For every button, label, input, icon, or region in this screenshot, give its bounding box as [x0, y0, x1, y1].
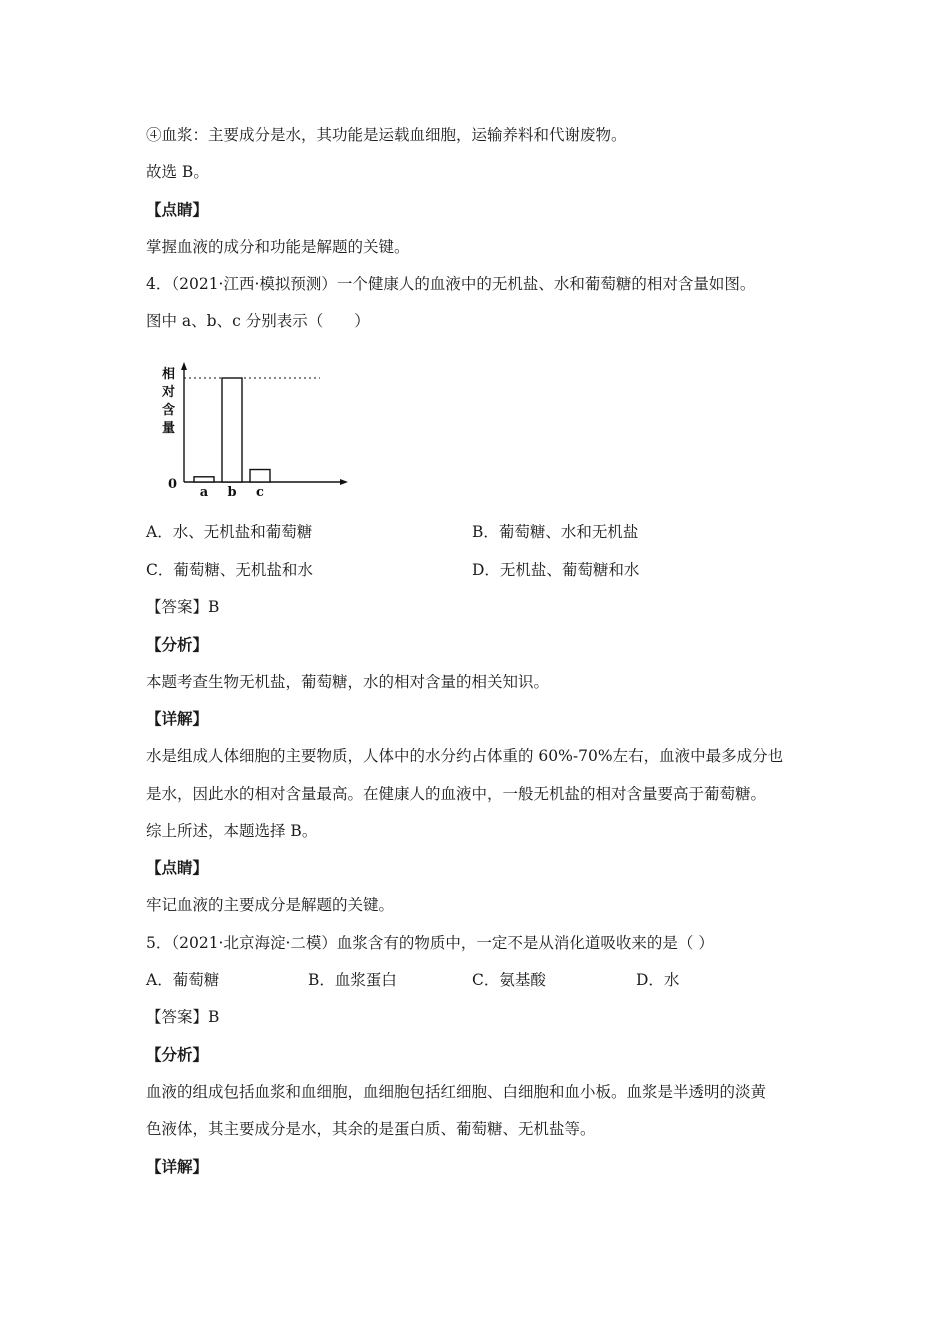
bar-c	[250, 470, 270, 482]
y-axis-label-char: 含	[162, 403, 176, 418]
q4-option-b[interactable]: B．葡萄糖、水和无机盐	[472, 523, 639, 541]
origin-label: 0	[168, 477, 178, 492]
bar-a	[194, 477, 214, 482]
text-line: 故选 B。	[146, 163, 209, 181]
section-heading: 【点睛】	[146, 200, 209, 219]
y-axis-arrow	[181, 362, 187, 370]
text-line: 血液的组成包括血浆和血细胞，血细胞包括红细胞、白细胞和血小板。血浆是半透明的淡黄	[146, 1083, 767, 1101]
text-line: 是水，因此水的相对含量最高。在健康人的血液中，一般无机盐的相对含量要高于葡萄糖。	[146, 785, 767, 803]
q5-option-d[interactable]: D．水	[636, 971, 680, 989]
section-heading: 【分析】	[146, 635, 209, 654]
y-axis-label-char: 量	[162, 421, 176, 436]
x-tick-label: c	[256, 485, 264, 500]
answer-line: 【答案】B	[146, 598, 220, 616]
section-heading: 【分析】	[146, 1045, 209, 1064]
y-axis-label-char: 对	[162, 385, 176, 400]
x-tick-label: a	[199, 485, 209, 500]
text-line: 色液体，其主要成分是水，其余的是蛋白质、葡萄糖、无机盐等。	[146, 1120, 596, 1138]
text-line: 水是组成人体细胞的主要物质，人体中的水分约占体重的 60%-70%左右，血液中最多成分也	[146, 747, 784, 765]
q5-option-b[interactable]: B．血浆蛋白	[308, 971, 397, 989]
section-heading: 【详解】	[146, 1157, 209, 1176]
q4-option-a[interactable]: A．水、无机盐和葡萄糖	[146, 523, 313, 541]
section-heading: 【详解】	[146, 709, 209, 728]
q4-option-c[interactable]: C．葡萄糖、无机盐和水	[146, 561, 313, 579]
x-tick-label: b	[227, 485, 237, 500]
answer-line: 【答案】B	[146, 1008, 220, 1026]
text-line: 本题考查生物无机盐，葡萄糖，水的相对含量的相关知识。	[146, 673, 550, 691]
question-stem: 5．（2021·北京海淀·二模）血浆含有的物质中，一定不是从消化道吸收来的是（ ）	[146, 934, 714, 952]
x-axis-arrow	[340, 479, 348, 485]
text-line: 掌握血液的成分和功能是解题的关键。	[146, 238, 410, 256]
q5-option-c[interactable]: C．氨基酸	[472, 971, 546, 989]
relative-content-chart	[160, 360, 350, 500]
q4-option-d[interactable]: D．无机盐、葡萄糖和水	[472, 561, 640, 579]
question-stem: 图中 a、b、c 分别表示（ ）	[146, 312, 370, 330]
text-line: ④血浆：主要成分是水，其功能是运载血细胞，运输养料和代谢废物。	[146, 126, 627, 144]
question-stem: 4．（2021·江西·模拟预测）一个健康人的血液中的无机盐、水和葡萄糖的相对含量如图。	[146, 275, 756, 293]
text-line: 牢记血液的主要成分是解题的关键。	[146, 896, 395, 914]
y-axis-label-char: 相	[162, 367, 176, 382]
text-line: 综上所述，本题选择 B。	[146, 822, 318, 840]
bar-b	[222, 378, 242, 482]
section-heading: 【点睛】	[146, 858, 209, 877]
q5-option-a[interactable]: A．葡萄糖	[146, 971, 220, 989]
